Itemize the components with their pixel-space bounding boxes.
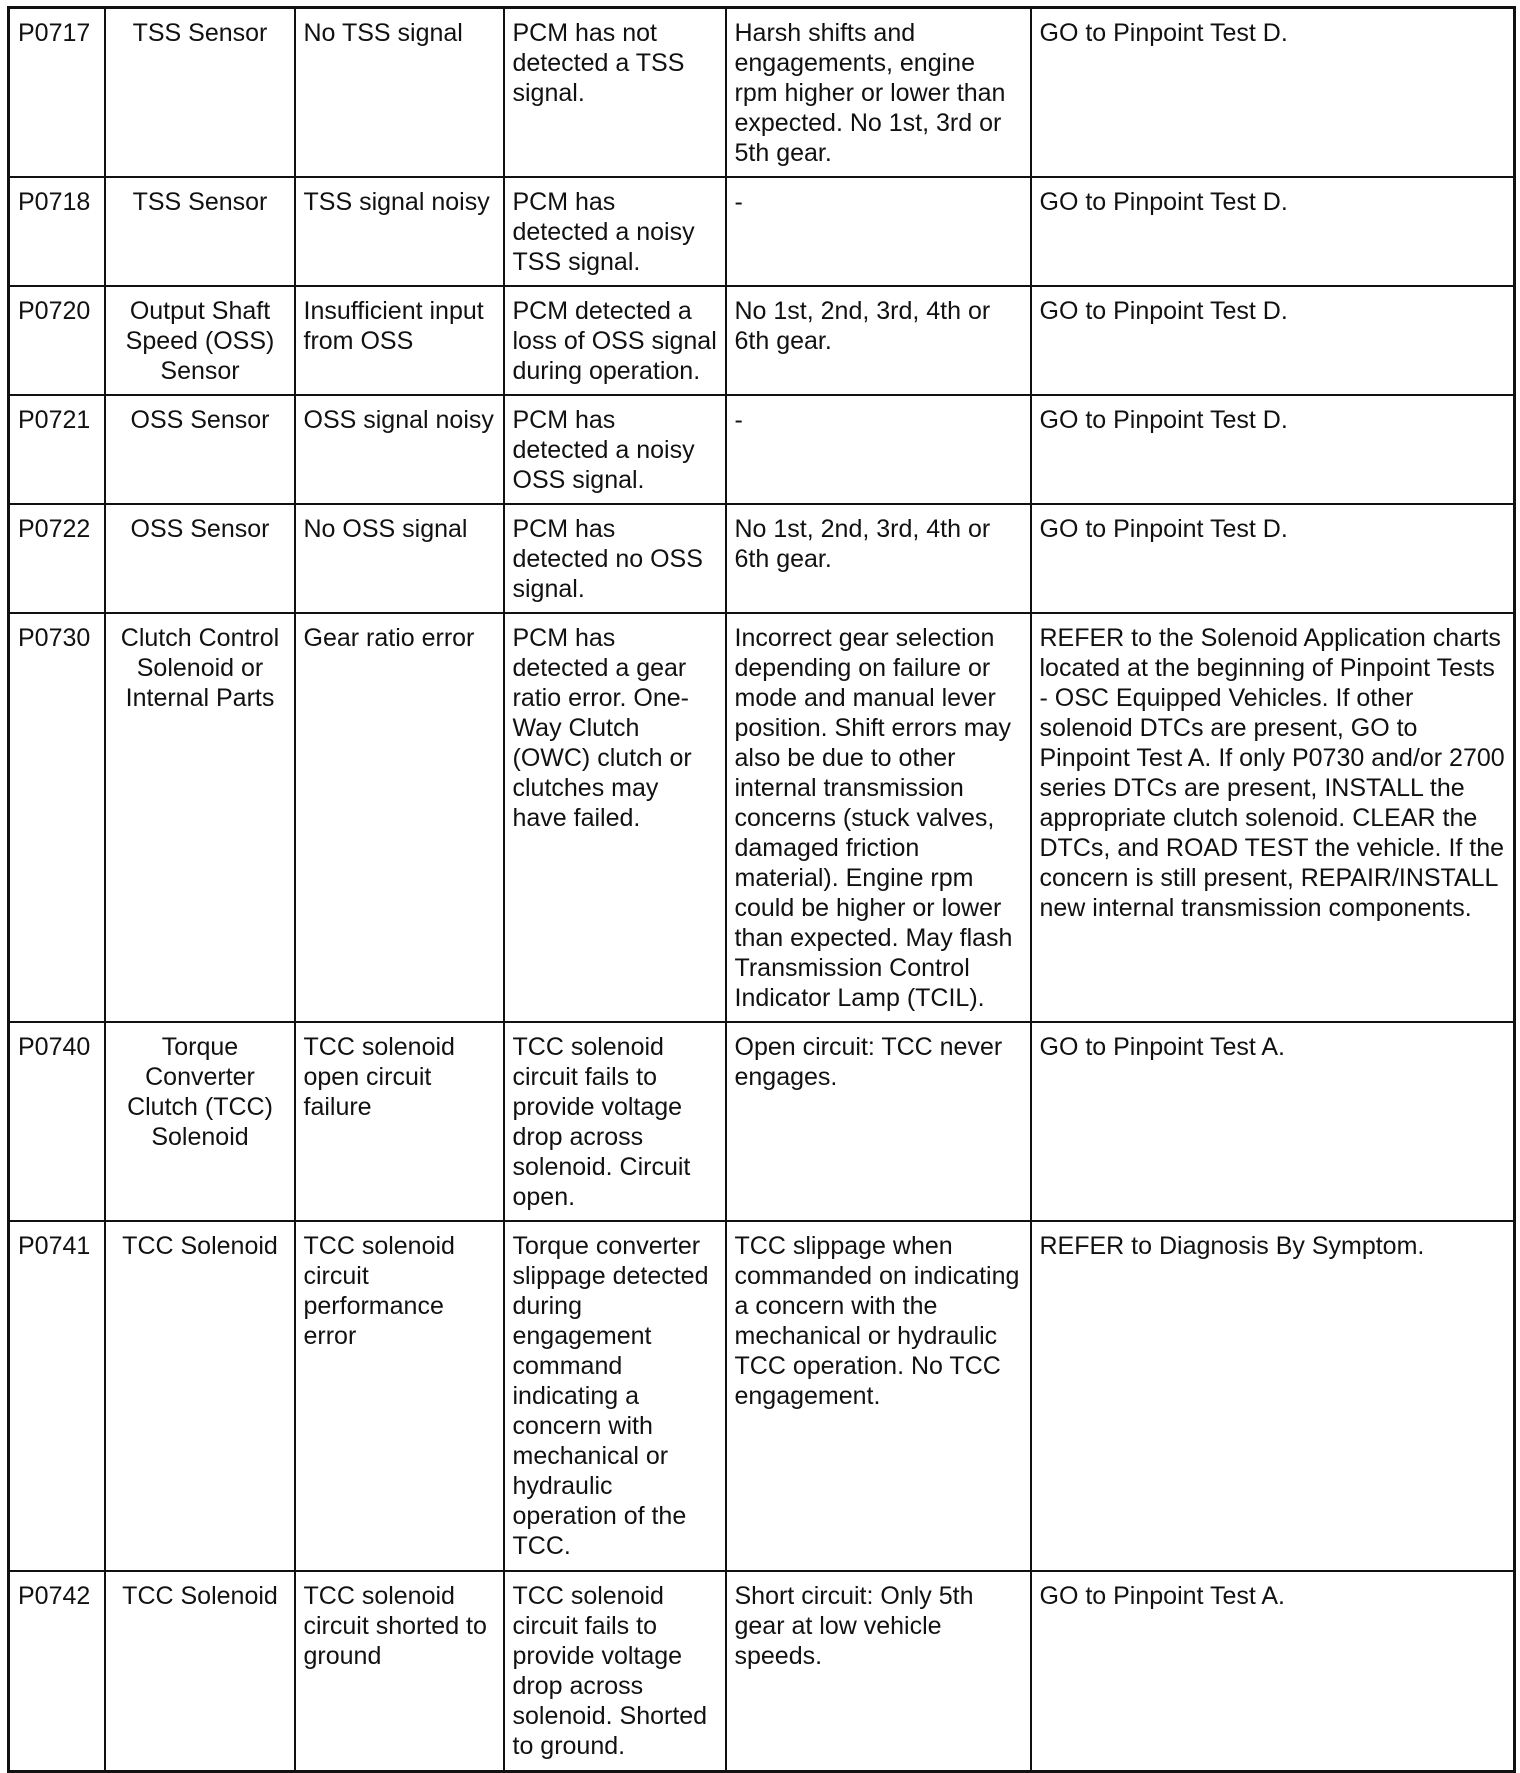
table-row <box>9 1221 1515 1571</box>
condition-cell: Torque converter slippage detected during engagement command indicating a concern with mechanical or hydraulic operation of the TCC. <box>504 1221 726 1571</box>
action-cell: GO to Pinpoint Test D. <box>1031 395 1515 504</box>
description-cell: TCC solenoid open circuit failure <box>295 1022 504 1221</box>
condition-cell: PCM has detected no OSS signal. <box>504 504 726 613</box>
symptom-cell: No 1st, 2nd, 3rd, 4th or 6th gear. <box>726 286 1031 395</box>
table-row <box>9 1022 1515 1221</box>
description-cell: No OSS signal <box>295 504 504 613</box>
condition-cell: PCM has detected a gear ratio error. One-Way Clutch (OWC) clutch or clutches may have failed. <box>504 613 726 1022</box>
component-cell: TCC Solenoid <box>105 1571 295 1771</box>
description-cell: No TSS signal <box>295 8 504 178</box>
dtc-code-cell: P0722 <box>9 504 105 613</box>
dtc-code-cell: P0718 <box>9 177 105 286</box>
table-row <box>9 613 1515 1022</box>
action-cell: GO to Pinpoint Test A. <box>1031 1022 1515 1221</box>
condition-cell: TCC solenoid circuit fails to provide voltage drop across solenoid. Circuit open. <box>504 1022 726 1221</box>
component-cell: TSS Sensor <box>105 8 295 178</box>
symptom-cell: - <box>726 177 1031 286</box>
description-cell: TCC solenoid circuit shorted to ground <box>295 1571 504 1771</box>
condition-cell: TCC solenoid circuit fails to provide voltage drop across solenoid. Shorted to ground. <box>504 1571 726 1771</box>
dtc-code-cell: P0742 <box>9 1571 105 1771</box>
symptom-cell: Short circuit: Only 5th gear at low vehicle speeds. <box>726 1571 1031 1771</box>
component-cell: Clutch Control Solenoid or Internal Parts <box>105 613 295 1022</box>
table-row <box>9 1571 1515 1771</box>
action-cell: REFER to Diagnosis By Symptom. <box>1031 1221 1515 1571</box>
table-row <box>9 177 1515 286</box>
description-cell: TCC solenoid circuit performance error <box>295 1221 504 1571</box>
table-row <box>9 504 1515 613</box>
condition-cell: PCM detected a loss of OSS signal during operation. <box>504 286 726 395</box>
symptom-cell: No 1st, 2nd, 3rd, 4th or 6th gear. <box>726 504 1031 613</box>
component-cell: Torque Converter Clutch (TCC) Solenoid <box>105 1022 295 1221</box>
symptom-cell: Incorrect gear selection depending on failure or mode and manual lever position. Shift errors may also be due to other internal transmission concerns (stuck valves, damaged friction material). Engine rpm could be higher or lower than expected. May flash Transmission Control Indicator Lamp (TCIL). <box>726 613 1031 1022</box>
action-cell: GO to Pinpoint Test D. <box>1031 8 1515 178</box>
dtc-code-cell: P0730 <box>9 613 105 1022</box>
description-cell: Gear ratio error <box>295 613 504 1022</box>
table-row <box>9 286 1515 395</box>
condition-cell: PCM has detected a noisy TSS signal. <box>504 177 726 286</box>
component-cell: OSS Sensor <box>105 504 295 613</box>
dtc-code-cell: P0720 <box>9 286 105 395</box>
component-cell: TCC Solenoid <box>105 1221 295 1571</box>
dtc-code-cell: P0717 <box>9 8 105 178</box>
action-cell: GO to Pinpoint Test A. <box>1031 1571 1515 1771</box>
description-cell: Insufficient input from OSS <box>295 286 504 395</box>
dtc-table <box>7 6 1516 1773</box>
table-row <box>9 8 1515 178</box>
action-cell: GO to Pinpoint Test D. <box>1031 504 1515 613</box>
symptom-cell: Open circuit: TCC never engages. <box>726 1022 1031 1221</box>
dtc-code-cell: P0721 <box>9 395 105 504</box>
action-cell: GO to Pinpoint Test D. <box>1031 286 1515 395</box>
table-row <box>9 395 1515 504</box>
symptom-cell: TCC slippage when commanded on indicating a concern with the mechanical or hydraulic TCC operation. No TCC engagement. <box>726 1221 1031 1571</box>
dtc-code-cell: P0740 <box>9 1022 105 1221</box>
action-cell: REFER to the Solenoid Application charts located at the beginning of Pinpoint Tests - OSC Equipped Vehicles. If other solenoid DTCs are present, GO to Pinpoint Test A. If only P0730 and/or 2700 series DTCs are present, INSTALL the appropriate clutch solenoid. CLEAR the DTCs, and ROAD TEST the vehicle. If the concern is still present, REPAIR/INSTALL new internal transmission components. <box>1031 613 1515 1022</box>
description-cell: TSS signal noisy <box>295 177 504 286</box>
symptom-cell: Harsh shifts and engagements, engine rpm higher or lower than expected. No 1st, 3rd or 5th gear. <box>726 8 1031 178</box>
description-cell: OSS signal noisy <box>295 395 504 504</box>
condition-cell: PCM has detected a noisy OSS signal. <box>504 395 726 504</box>
condition-cell: PCM has not detected a TSS signal. <box>504 8 726 178</box>
dtc-code-cell: P0741 <box>9 1221 105 1571</box>
component-cell: OSS Sensor <box>105 395 295 504</box>
action-cell: GO to Pinpoint Test D. <box>1031 177 1515 286</box>
component-cell: TSS Sensor <box>105 177 295 286</box>
symptom-cell: - <box>726 395 1031 504</box>
component-cell: Output Shaft Speed (OSS) Sensor <box>105 286 295 395</box>
